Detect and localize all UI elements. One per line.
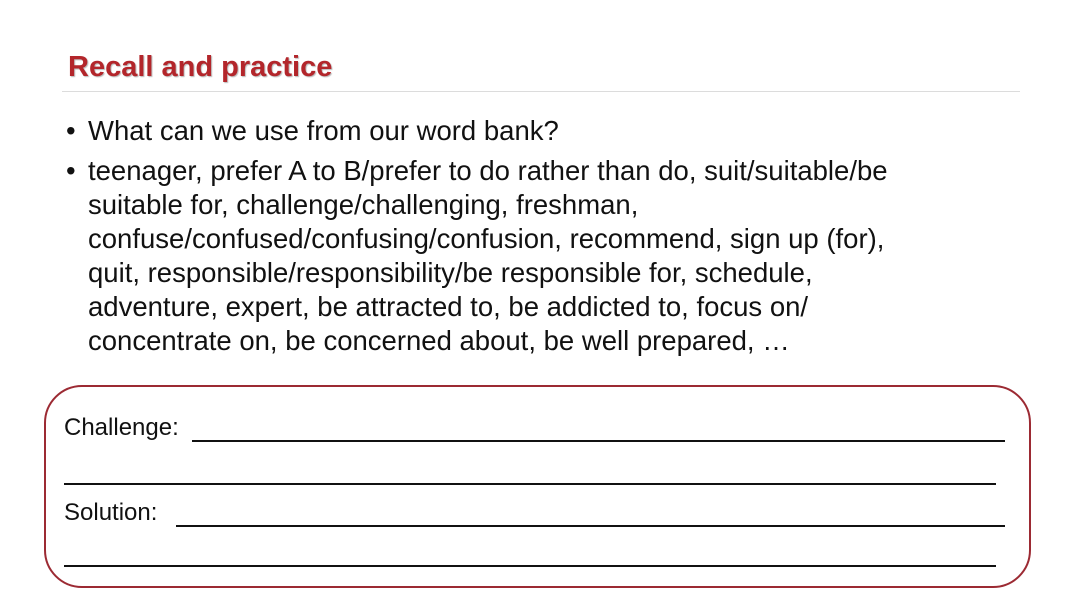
word-bank-line: adventure, expert, be attracted to, be addicted to, focus on/ [88, 291, 809, 322]
word-bank-line: concentrate on, be concerned about, be well prepared, … [88, 325, 790, 356]
bullet-list [66, 114, 1026, 358]
slide-title: Recall and practice [68, 51, 333, 83]
solution-label: Solution: [64, 499, 158, 526]
word-bank-line: teenager, prefer A to B/prefer to do rather than do, suit/suitable/be [88, 155, 888, 186]
word-bank-line: confuse/confused/confusing/confusion, recommend, sign up (for), [88, 223, 885, 254]
bullet-marker: • [66, 155, 76, 186]
answer-box [44, 385, 1031, 588]
challenge-answer-line-2[interactable] [64, 483, 996, 485]
bullet-question-text: What can we use from our word bank? [88, 115, 559, 146]
challenge-label: Challenge: [64, 414, 179, 441]
solution-answer-line-2[interactable] [64, 565, 996, 567]
bullet-marker: • [66, 115, 76, 146]
bullet-question [66, 114, 1026, 148]
challenge-answer-line-1[interactable] [192, 440, 1005, 442]
word-bank-line: suitable for, challenge/challenging, freshman, [88, 189, 639, 220]
bullet-word-bank [66, 154, 1026, 358]
title-divider [62, 91, 1020, 92]
solution-answer-line-1[interactable] [176, 525, 1005, 527]
word-bank-line: quit, responsible/responsibility/be responsible for, schedule, [88, 257, 813, 288]
